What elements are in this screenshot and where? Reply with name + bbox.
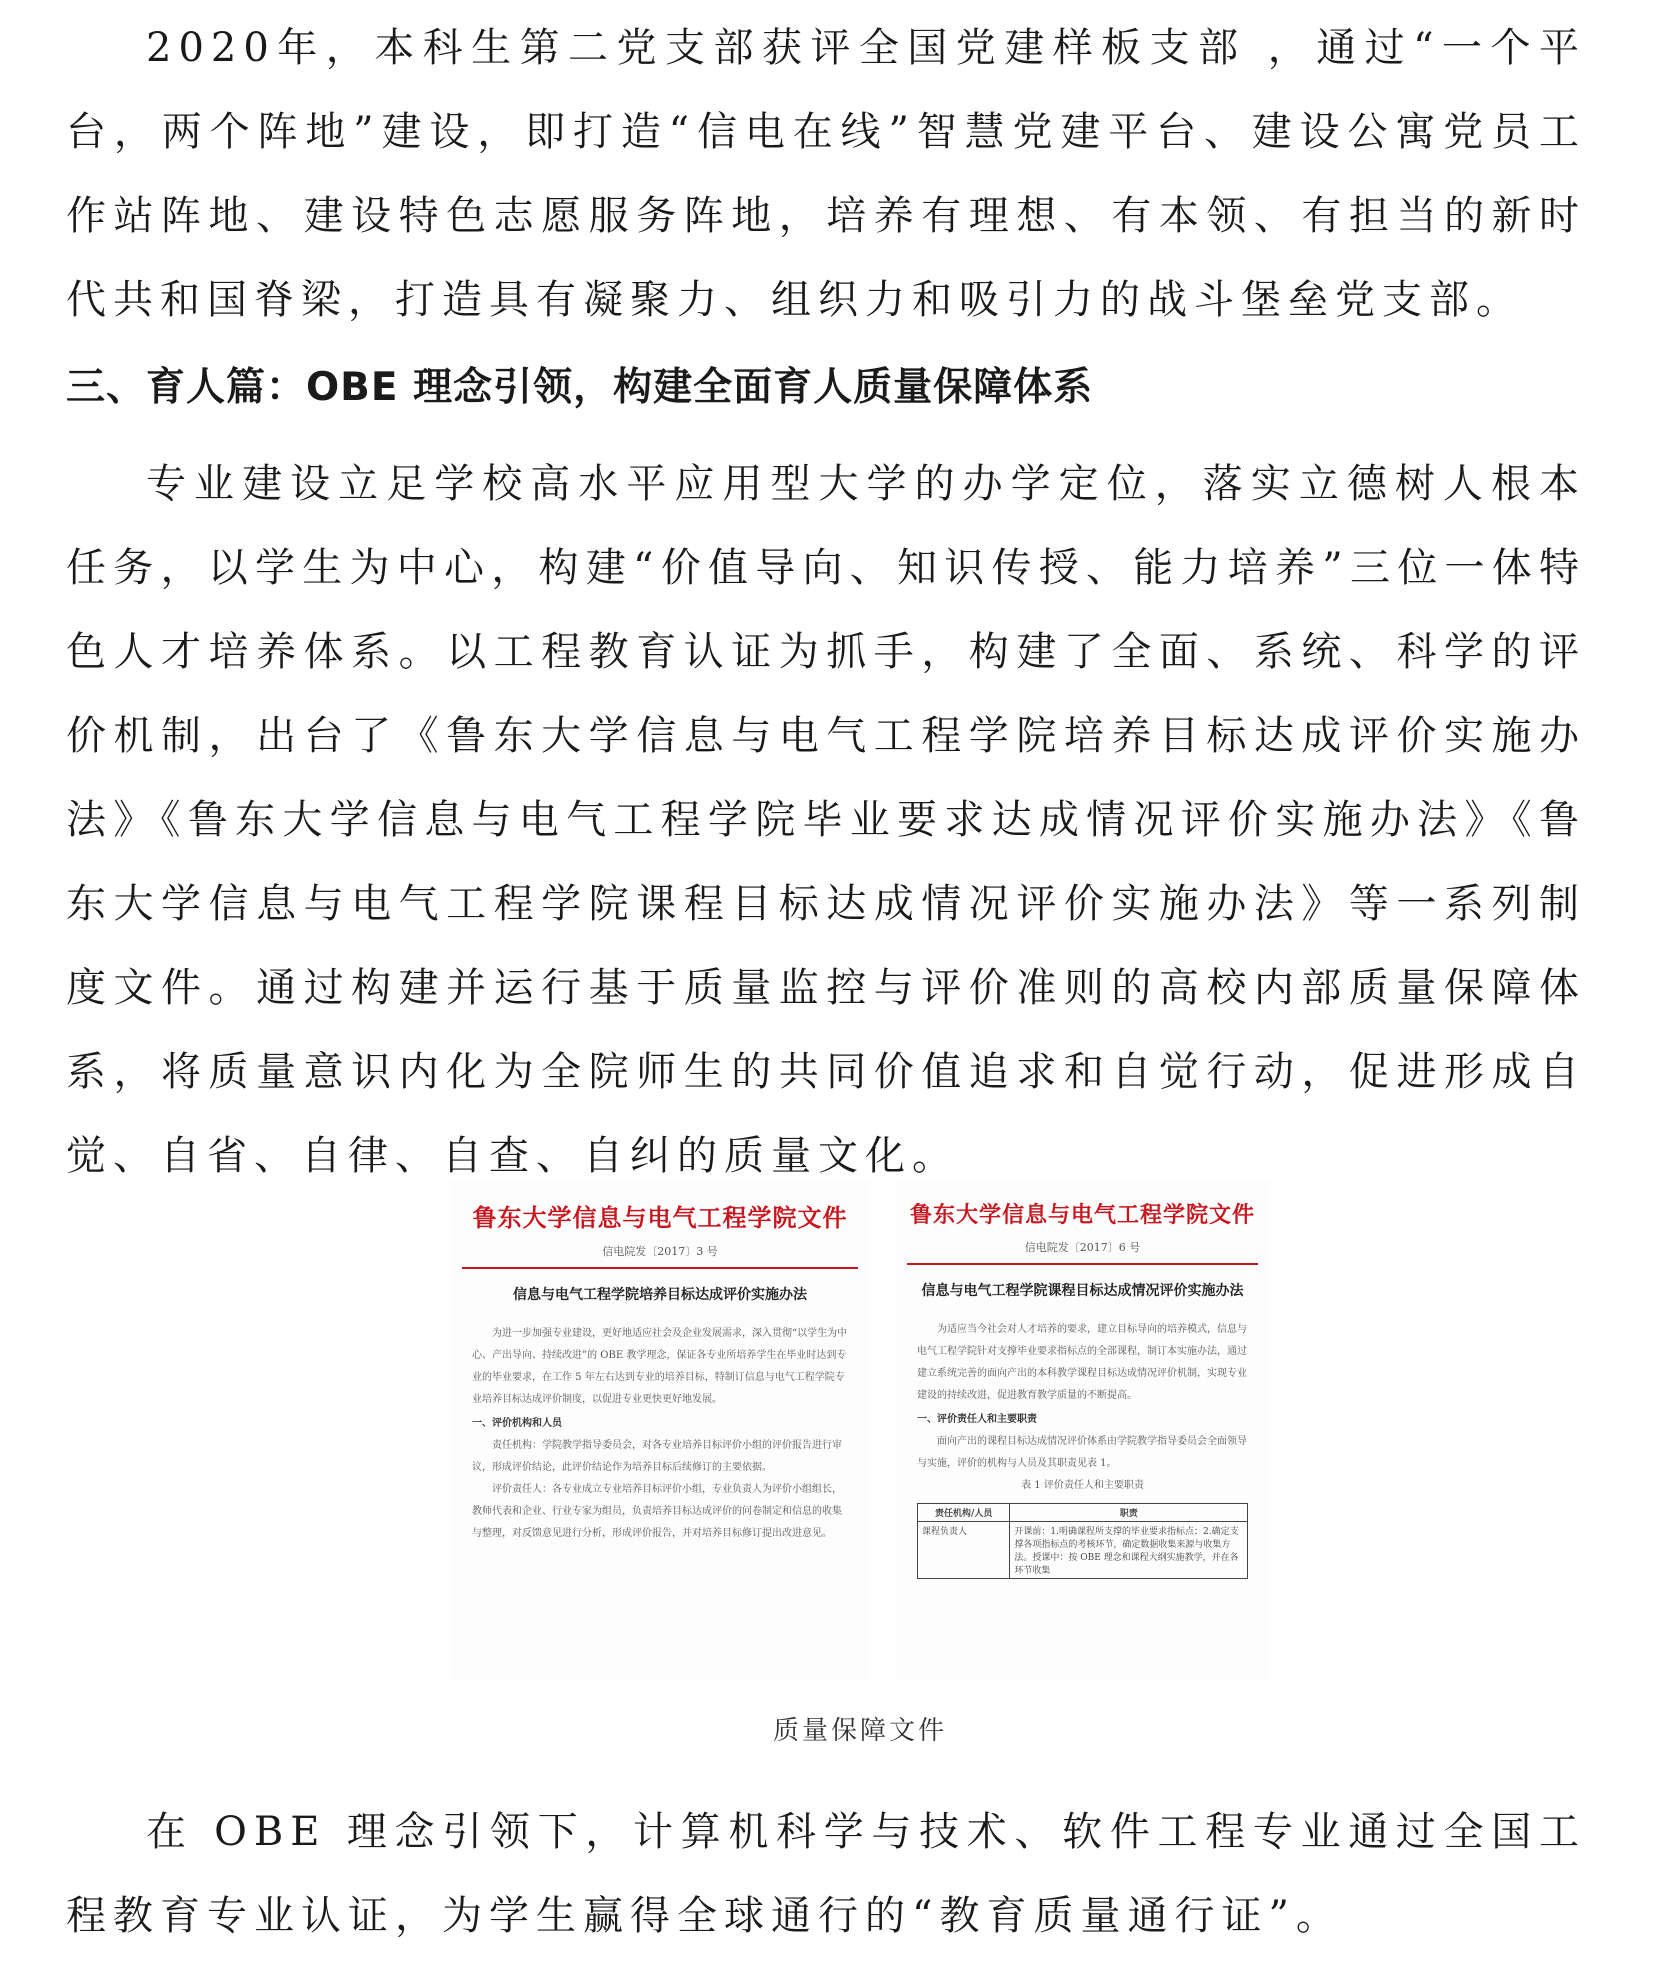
doc-right-table-caption: 表 1 评价责任人和主要职责 <box>1021 1480 1144 1491</box>
section-heading: 三、育人篇：OBE 理念引领，构建全面育人质量保障体系 <box>66 365 1094 410</box>
doc-left-body-2: 责任机构：学院教学指导委员会，对各专业培养目标评价小组的评价报告进行审议，形成评价结论，此评价结论作为培养目标后续修订的主要依据。 <box>472 1440 842 1473</box>
doc-left-number: 信电院发〔2017〕3 号 <box>602 1245 718 1258</box>
table-row <box>918 1522 1248 1579</box>
doc-left-section-1: 一、评价机构和人员 <box>472 1418 562 1429</box>
doc-right-body <box>917 1319 1248 1497</box>
doc-left-header: 鲁东大学信息与电气工程学院文件 <box>472 1203 848 1232</box>
paragraph-party-branch: 2020年，本科生第二党支部获评全国党建样板支部 ，通过“一个平台，两个阵地”建设，即打造“信电在线”智慧党建平台、建设公寓党员工作站阵地、建设特色志愿服务阵地，培养有理想、有本领、有担当的新时代共和国脊梁，打造具有凝聚力、组织力和吸引力的战斗堡垒党支部。 <box>66 25 1586 323</box>
doc-right-body-1: 为适应当今社会对人才培养的要求，建立目标导向的培养模式，信息与电气工程学院针对支撑毕业要求指标点的全部课程，制订本实施办法，通过建立系统完善的面向产出的本科教学课程目标达成情况评价机制，实现专业建设的持续改进，促进教育教学质量的不断提高。 <box>917 1324 1247 1401</box>
quality-documents-figure <box>450 1180 1270 1746</box>
doc-right-red-rule <box>907 1263 1258 1265</box>
doc-right-number: 信电院发〔2017〕6 号 <box>1024 1241 1141 1254</box>
table-header-cell: 责任机构/人员 <box>918 1504 1010 1522</box>
table-cell: 课程负责人 <box>918 1522 1010 1579</box>
document-image-left <box>450 1180 870 1680</box>
table-cell: 开课前：1.明确课程所支撑的毕业要求指标点；2.确定支撑各项指标点的考核环节，确定数据收集来源与收集方法。授课中：按 OBE 理念和课程大纲实施教学，并在各环节收集 <box>1010 1522 1248 1579</box>
table-header-cell: 职责 <box>1010 1504 1248 1522</box>
doc-right-title: 信息与电气工程学院课程目标达成情况评价实施办法 <box>921 1283 1244 1299</box>
doc-right-header: 鲁东大学信息与电气工程学院文件 <box>909 1202 1255 1228</box>
table-header-row <box>918 1504 1248 1522</box>
doc-left-body-3: 评价责任人：各专业成立专业培养目标评价小组，专业负责人为评价小组组长，教师代表和企业、行业专家为组员，负责培养目标达成评价的问卷制定和信息的收集与整理，对反馈意见进行分析，形成评价报告，并对培养目标修订提出改进意见。 <box>472 1484 842 1539</box>
doc-left-red-rule <box>462 1267 858 1269</box>
doc-left-title: 信息与电气工程学院培养目标达成评价实施办法 <box>513 1287 807 1303</box>
doc-left-body-1: 为进一步加强专业建设，更好地适应社会及企业发展需求，深入贯彻“以学生为中心、产出导向、持续改进”的 OBE 教学理念，保证各专业所培养学生在毕业时达到专业的毕业要求，在工作 5 年左右达到专业的培养目标，特制订信息与电气工程学院专业培养目标达成评价制度，以促进专业更快更好地发展。 <box>472 1328 848 1405</box>
doc-right-section-1: 一、评价责任人和主要职责 <box>917 1414 1037 1425</box>
document-image-right <box>895 1180 1270 1680</box>
paragraph-quality-system: 专业建设立足学校高水平应用型大学的办学定位，落实立德树人根本任务，以学生为中心，构建“价值导向、知识传授、能力培养”三位一体特色人才培养体系。以工程教育认证为抓手，构建了全面、系统、科学的评价机制，出台了《鲁东大学信息与电气工程学院培养目标达成评价实施办法》《鲁东大学信息与电气工程学院毕业要求达成情况评价实施办法》《鲁东大学信息与电气工程学院课程目标达成情况评价实施办法》等一系列制度文件。通过构建并运行基于质量监控与评价准则的高校内部质量保障体系，将质量意识内化为全院师生的共同价值追求和自觉行动，促进形成自觉、自省、自律、自查、自纠的质量文化。 <box>66 461 1586 1179</box>
paragraph-certification: 在 OBE 理念引领下，计算机科学与技术、软件工程专业通过全国工程教育专业认证，为学生赢得全球通行的“教育质量通行证”。 <box>66 1809 1586 1939</box>
doc-right-body-2: 面向产出的课程目标达成情况评价体系由学院教学指导委员会全面领导与实施，评价的机构与人员及其职责见表 1。 <box>917 1436 1247 1469</box>
figure-caption: 质量保障文件 <box>772 1716 947 1746</box>
doc-right-duty-table <box>917 1503 1248 1579</box>
doc-left-body <box>472 1323 848 1545</box>
